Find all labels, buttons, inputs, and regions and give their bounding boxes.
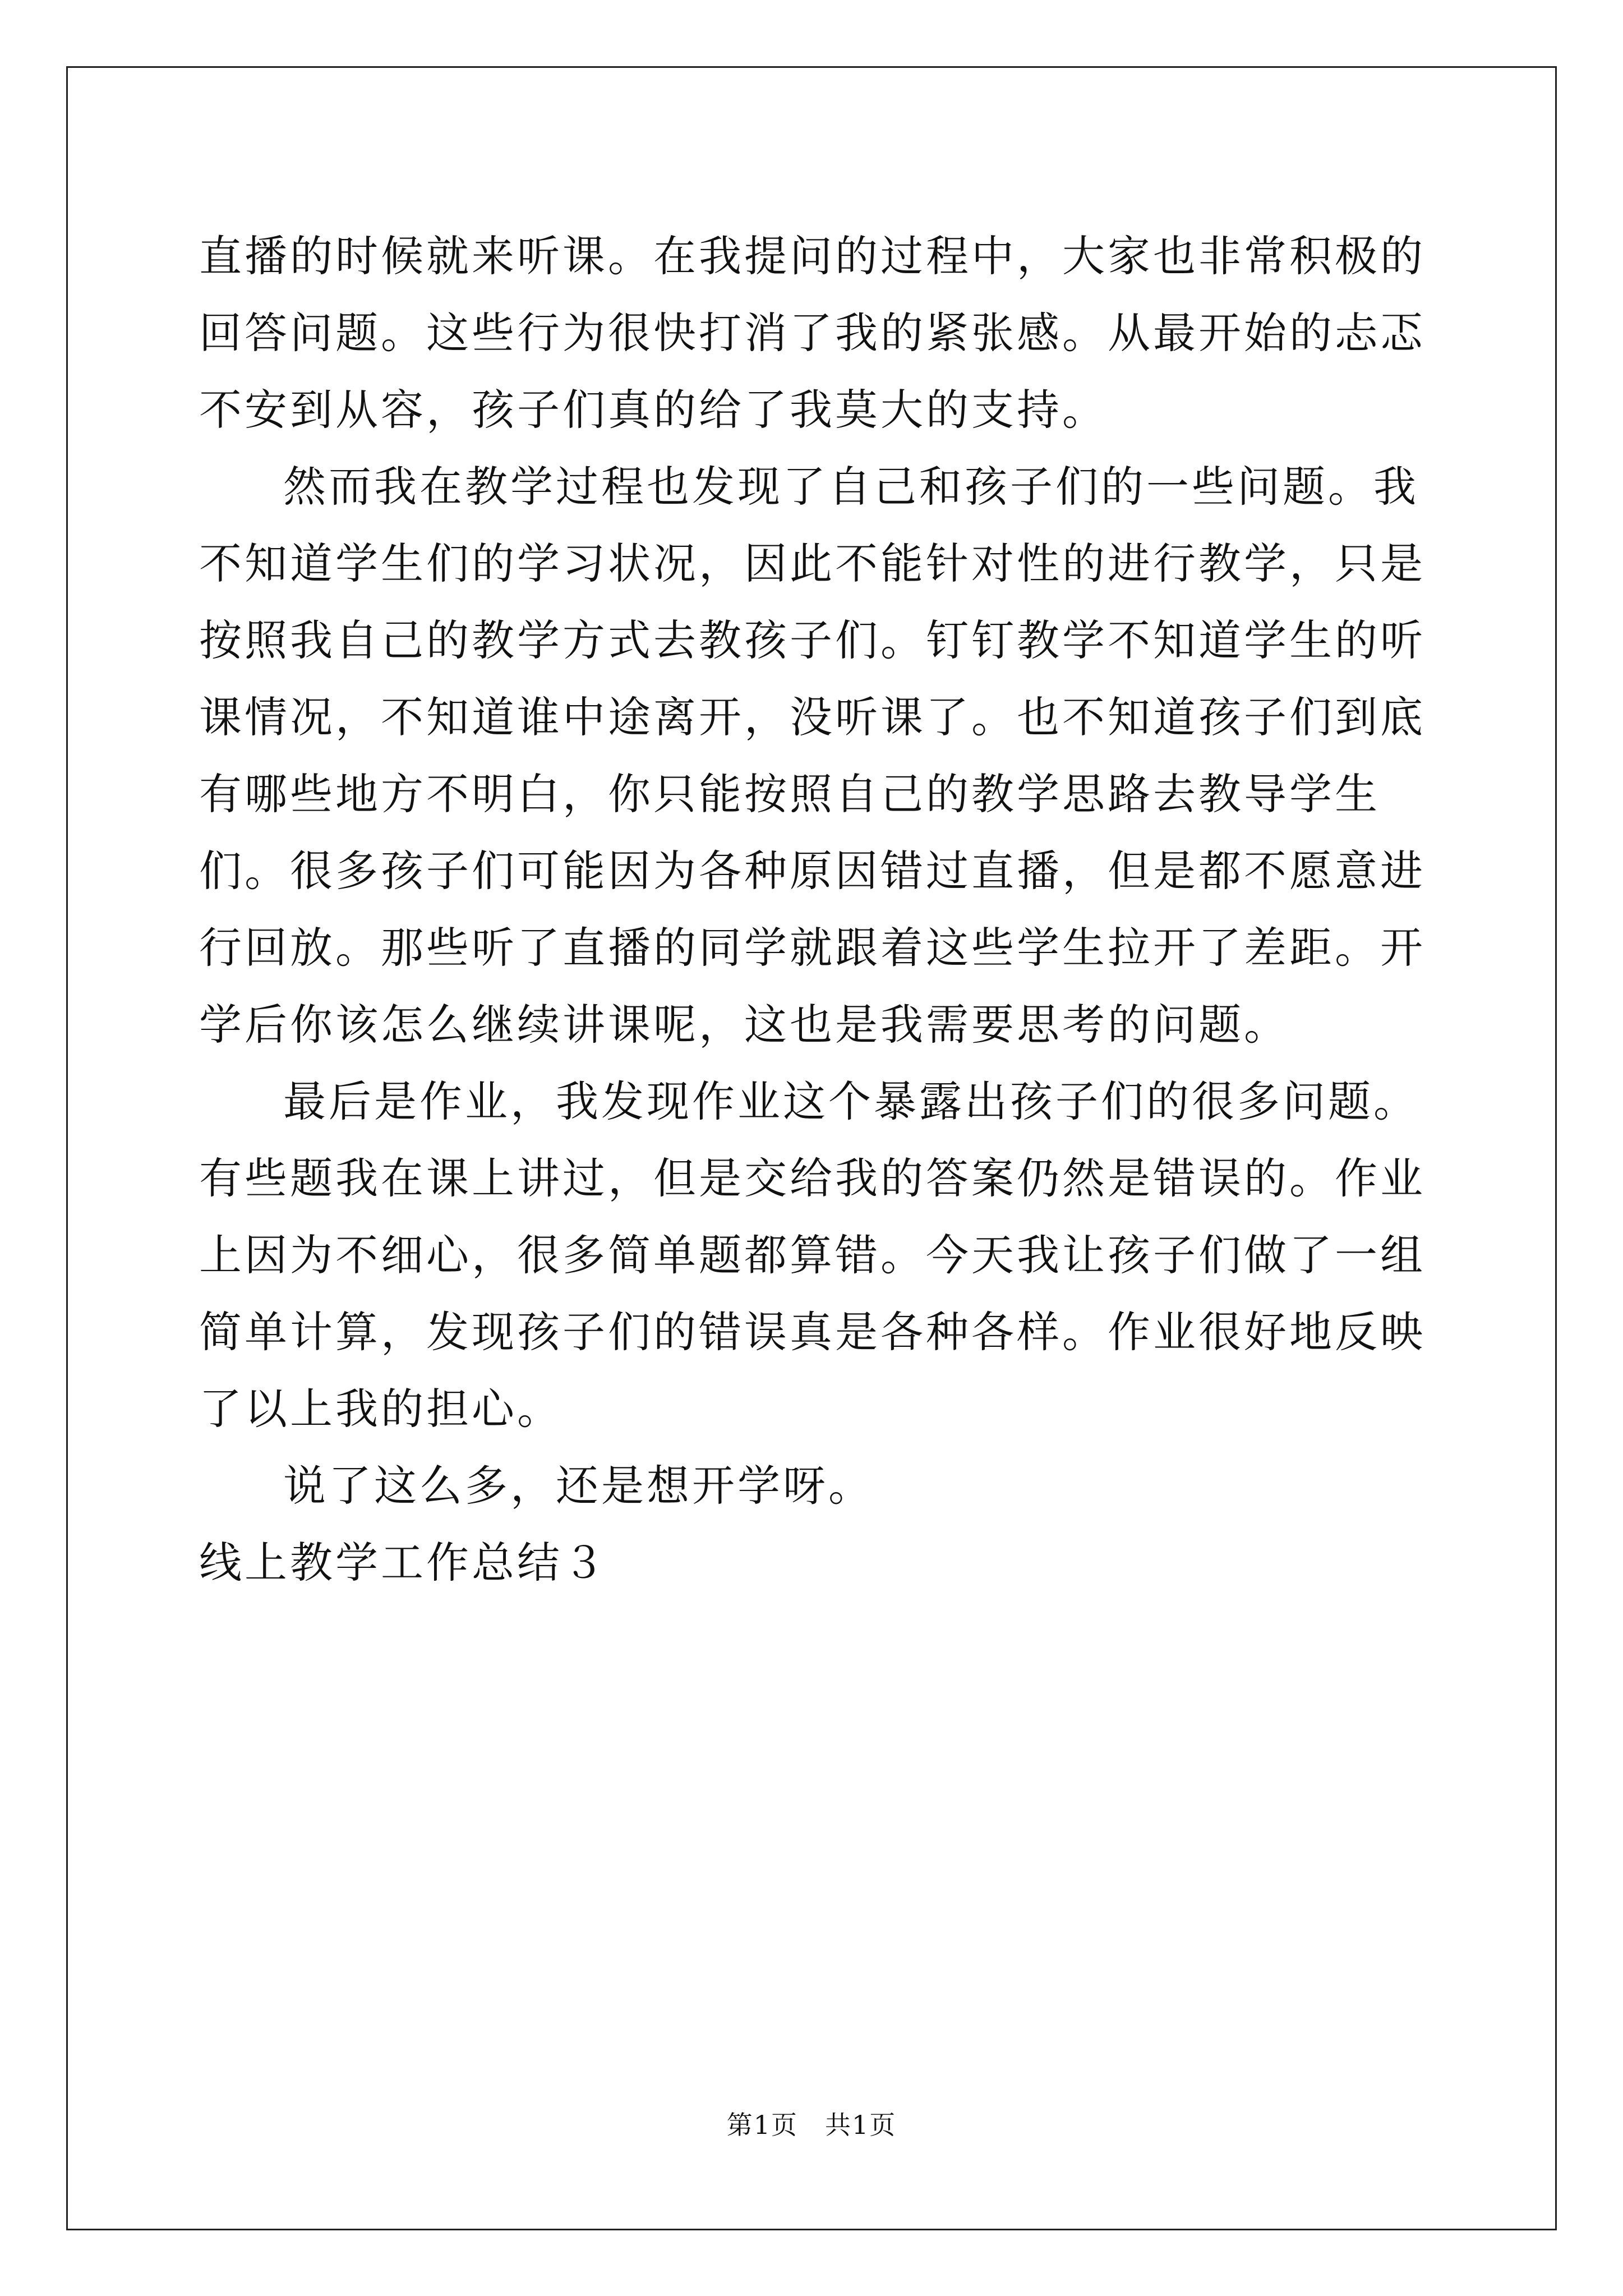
paragraph-3: 最后是作业，我发现作业这个暴露出孩子们的很多问题。有些题我在课上讲过，但是交给我的答案仍然是错误的。作业上因为不细心，很多简单题都算错。今天我让孩子们做了一组简单计算，发现孩子们的错误真是各种各样。作业很好地反映了以上我的担心。 xyxy=(199,1076,1426,1434)
paragraph-2: 然而我在教学过程也发现了自己和孩子们的一些问题。我不知道学生们的学习状况，因此不能针对性的进行教学，只是按照我自己的教学方式去教孩子们。钉钉教学不知道学生的听课情况，不知道谁中途离开，没听课了。也不知道孩子们到底有哪些地方不明白，你只能按照自己的教学思路去教导学生们。很多孩子们可能因为各种原因错过直播，但是都不愿意进行回放。那些听了直播的同学就跟着这些学生拉开了差距。开学后你该怎么继续讲课呢，这也是我需要思考的问题。 xyxy=(199,462,1426,1050)
document-body xyxy=(199,218,1433,1601)
section-heading: 线上教学工作总结３ xyxy=(199,1538,608,1588)
paragraph-1: 直播的时候就来听课。在我提问的过程中，大家也非常积极的回答问题。这些行为很快打消了我的紧张感。从最开始的忐忑不安到从容，孩子们真的给了我莫大的支持。 xyxy=(199,231,1426,435)
page-footer: 第1页 共1页 xyxy=(726,2110,897,2140)
paragraph-4: 说了这么多，还是想开学呀。 xyxy=(283,1461,874,1511)
